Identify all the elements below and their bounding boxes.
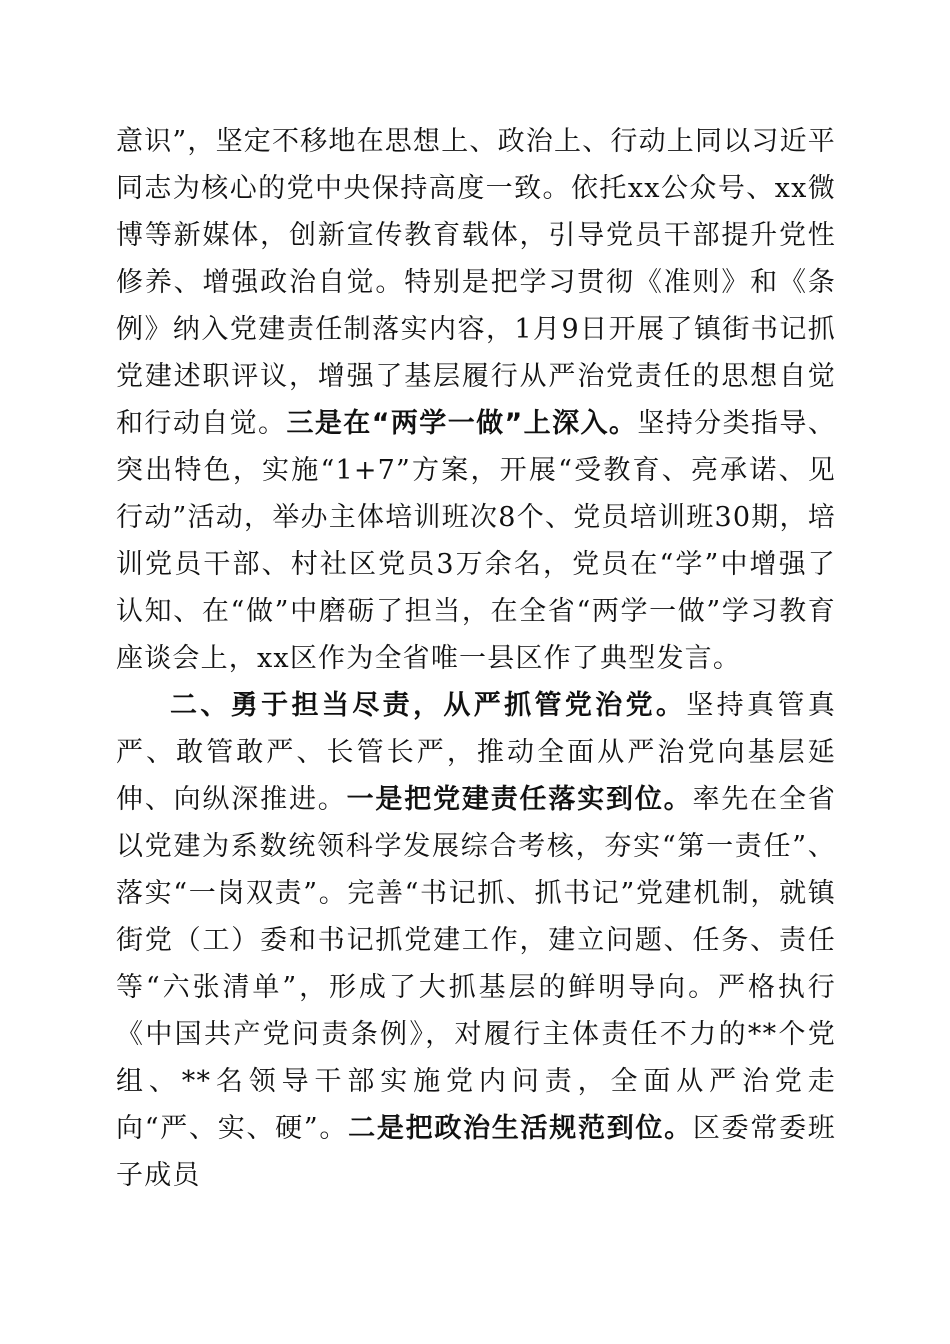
bold-lead-sentence: 二是把政治生活规范到位。 [348, 1113, 693, 1144]
body-paragraph [116, 118, 836, 682]
paragraph-text: 率先在全省以党建为系数统领科学发展综合考核，夯实“第一责任”、落实“一岗双责”。完善“书记抓、抓书记”党建机制，就镇街党（工）委和书记抓党建工作，建立问题、任务、责任等“六张清单”，形成了大抓基层的鲜明导向。严格执行《中国共产党问责条例》，对履行主体责任不力的**个党组、**名领导干部实施党内问责，全面从严治党走向“严、实、硬”。 [116, 784, 837, 1144]
section-heading: 二、勇于担当尽责，从严抓管党治党。 [170, 690, 687, 721]
paragraph-text: 坚持真管真严、敢管敢严、长管长严，推动全面从严治党向基层延伸、向纵深推进。 [116, 690, 836, 815]
document-page [116, 118, 836, 1199]
bold-lead-sentence: 一是把党建责任落实到位。 [346, 784, 693, 815]
paragraph-text: 坚持分类指导、突出特色，实施“1+7”方案，开展“受教育、亮承诺、见行动”活动，举办主体培训班次8个、党员培训班30期，培训党员干部、村社区党员3万余名，党员在“学”中增强了认知、在“做”中磨砺了担当，在全省“两学一做”学习教育座谈会上，xx区作为全省唯一县区作了典型发言。 [116, 408, 837, 674]
body-paragraph [116, 682, 836, 1199]
paragraph-text: 意识”，坚定不移地在思想上、政治上、行动上同以习近平同志为核心的党中央保持高度一致。依托xx公众号、xx微博等新媒体，创新宣传教育载体，引导党员干部提升党性修养、增强政治自觉。特别是把学习贯彻《准则》和《条例》纳入党建责任制落实内容，1月9日开展了镇街书记抓党建述职评议，增强了基层履行从严治党责任的思想自觉和行动自觉。 [116, 126, 837, 439]
bold-lead-sentence: 三是在“两学一做”上深入。 [286, 408, 638, 439]
paragraph-text: 区委常委班子成员 [116, 1113, 837, 1191]
